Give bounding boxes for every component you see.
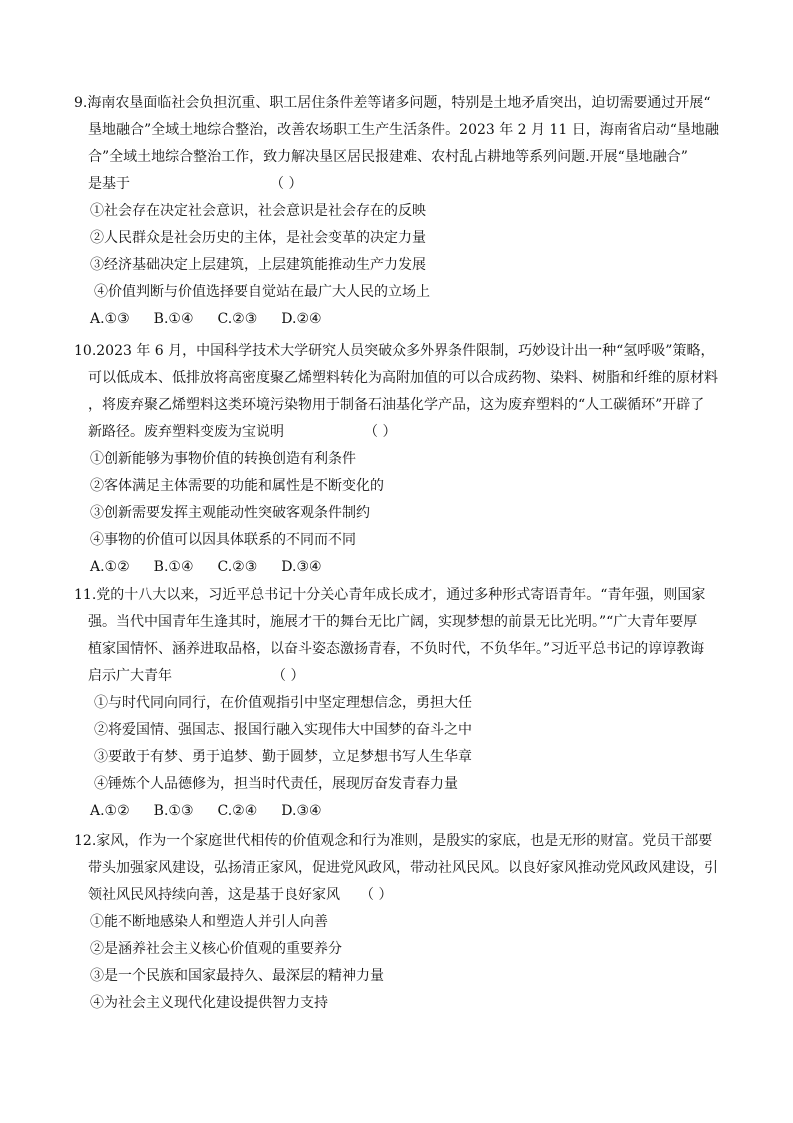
question-stem (74, 828, 730, 909)
choice-c: C.②④ (217, 803, 258, 819)
question-9 (74, 90, 730, 333)
question-12 (74, 828, 730, 1017)
stem-line: 可以低成本、低排放将高密度聚乙烯塑料转化为高附加值的可以合成药物、染料、树脂和纤维的原材料 (88, 370, 718, 386)
choice-c: C.②③ (217, 559, 258, 575)
answer-blank: （ ） (270, 176, 303, 192)
option-3: ③创新需要发挥主观能动性突破客观条件制约 (90, 505, 370, 521)
option-4: ④为社会主义现代化建设提供智力支持 (90, 995, 328, 1011)
stem-line: 11.党的十八大以来，习近平总书记十分关心青年成长成才，通过多种形式寄语青年。“青年强，则国家 (74, 587, 706, 603)
choice-a: A.①② (90, 559, 130, 575)
answer-blank: （ ） (364, 424, 397, 440)
option-1: ①创新能够为事物价值的转换创造有利条件 (90, 451, 356, 467)
option-4: ④事物的价值可以因具体联系的不同而不同 (90, 532, 356, 548)
option-3: ③是一个民族和国家最持久、最深层的精神力量 (90, 968, 384, 984)
choice-b: B.①④ (153, 311, 194, 327)
stem-line: 12.家风，作为一个家庭世代相传的价值观念和行为准则，是殷实的家底，也是无形的财富。党员干部要 (74, 833, 713, 849)
option-2: ②客体满足主体需要的功能和属性是不断变化的 (90, 478, 384, 494)
choice-c: C.②③ (217, 311, 258, 327)
option-4: ④锤炼个人品德修为，担当时代责任，展现厉奋发青春力量 (94, 776, 458, 792)
stem-line: 合”全域土地综合整治工作，致力解决垦区居民报建难、农村乱占耕地等系列问题.开展“垦地融合” (88, 149, 688, 165)
stem-line: ，将废弃聚乙烯塑料这类环境污染物用于制备石油基化学产品，这为废弃塑料的“人工碳循环”开辟了 (88, 397, 705, 413)
option-2: ②是涵养社会主义核心价值观的重要养分 (90, 941, 342, 957)
stem-line: 带头加强家风建设，弘扬清正家风，促进党风政风，带动社风民风。以良好家风推动党风政风建设，引 (88, 860, 718, 876)
answer-blank: （ ） (272, 668, 305, 684)
option-1: ①与时代同向同行，在价值观指引中坚定理想信念，勇担大任 (94, 695, 472, 711)
choice-a: A.①② (90, 803, 130, 819)
stem-line: 10.2023 年 6 月，中国科学技术大学研究人员突破众多外界条件限制，巧妙设计出一种“氢呼吸”策略， (74, 343, 715, 359)
stem-line: 新路径。废弃塑料变废为宝说明 (88, 424, 284, 440)
question-stem (74, 90, 730, 198)
question-11 (74, 582, 730, 825)
answer-choices (74, 306, 730, 333)
option-4: ④价值判断与价值选择要自觉站在最广大人民的立场上 (94, 284, 430, 300)
stem-line: 9.海南农垦面临社会负担沉重、职工居住条件差等诸多问题，特别是土地矛盾突出，迫切需要通过开展“ (74, 95, 711, 111)
question-10 (74, 338, 730, 581)
choice-b: B.①③ (153, 803, 194, 819)
choice-b: B.①④ (153, 559, 194, 575)
stem-line: 强。当代中国青年生逢其时，施展才干的舞台无比广阔，实现梦想的前景无比光明。”“广大青年要厚 (88, 614, 698, 630)
stem-line: 启示广大青年 (88, 668, 172, 684)
choice-d: D.③④ (281, 803, 322, 819)
choice-d: D.③④ (281, 559, 322, 575)
question-stem (74, 338, 730, 446)
answer-choices (74, 798, 730, 825)
answer-choices (74, 554, 730, 581)
stem-line: 垦地融合”全域土地综合整治，改善农场职工生产生活条件。2023 年 2 月 11 日，海南省启动“垦地融 (88, 122, 719, 138)
choice-d: D.②④ (281, 311, 322, 327)
answer-blank: （ ） (360, 887, 393, 903)
option-3: ③要敢于有梦、勇于追梦、勤于圆梦，立足梦想书写人生华章 (94, 749, 472, 765)
option-2: ②人民群众是社会历史的主体，是社会变革的决定力量 (90, 230, 426, 246)
question-stem (74, 582, 730, 690)
stem-line: 领社风民风持续向善，这是基于良好家风 (88, 887, 340, 903)
option-3: ③经济基础决定上层建筑，上层建筑能推动生产力发展 (90, 257, 426, 273)
option-1: ①社会存在决定社会意识，社会意识是社会存在的反映 (90, 203, 426, 219)
choice-a: A.①③ (90, 311, 130, 327)
option-1: ①能不断地感染人和塑造人并引人向善 (90, 914, 328, 930)
stem-line: 是基于 (88, 176, 130, 192)
option-2: ②将爱国情、强国志、报国行融入实现伟大中国梦的奋斗之中 (94, 722, 472, 738)
stem-line: 植家国情怀、涵养进取品格，以奋斗姿态激扬青春，不负时代，不负华年。”习近平总书记的谆谆教诲 (88, 641, 705, 657)
